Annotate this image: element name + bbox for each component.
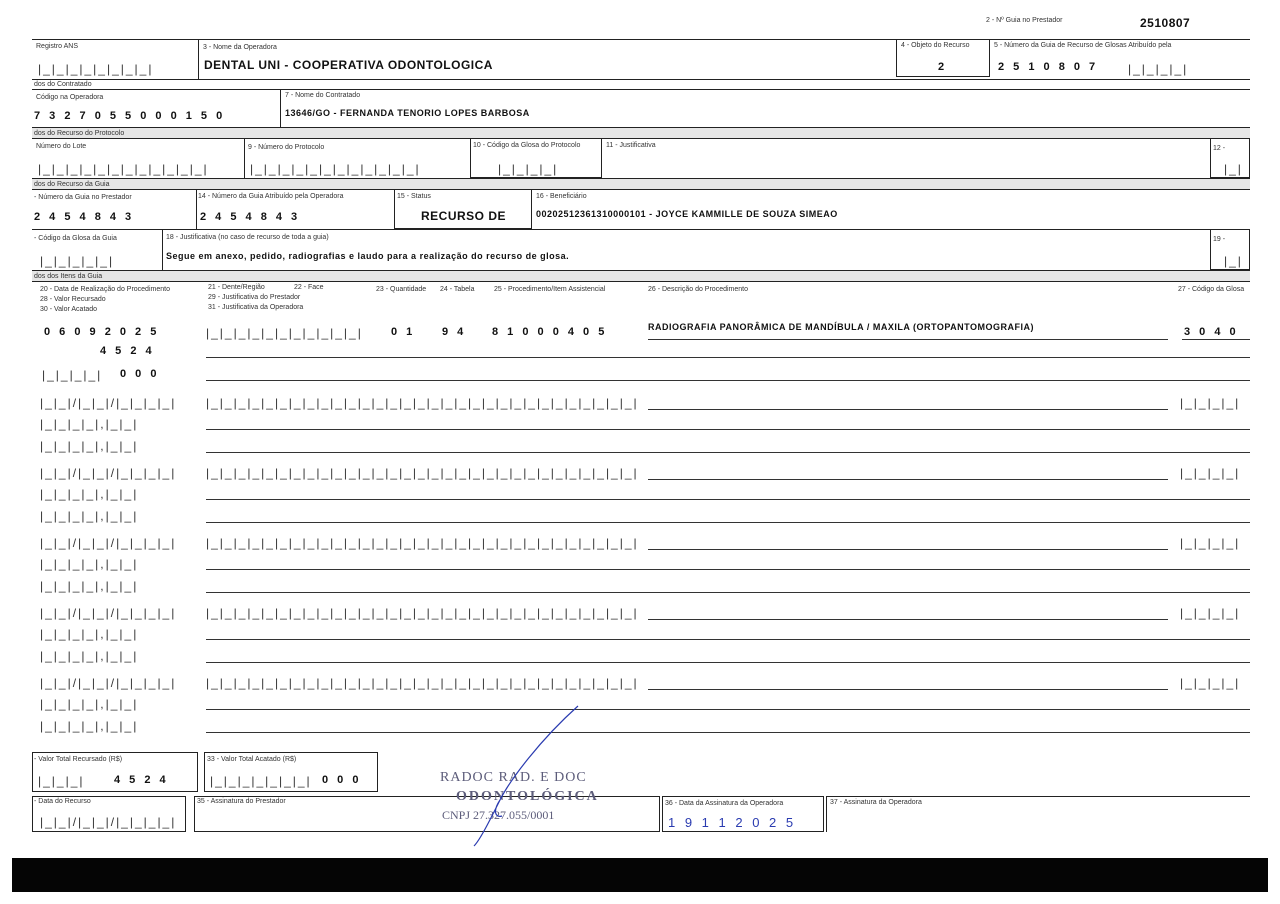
guia-section-label: dos do Recurso da Guia bbox=[34, 181, 110, 188]
nome-operadora-value: DENTAL UNI - COOPERATIVA ODONTOLOGICA bbox=[204, 58, 493, 72]
item1-procedimento: 8 1 0 0 0 4 0 5 bbox=[492, 326, 608, 338]
item1-tabela: 9 4 bbox=[442, 326, 467, 338]
field19-label: 19 - bbox=[1213, 236, 1226, 243]
item1-acatado-cells: |_|_|_|_| bbox=[42, 368, 103, 382]
field12-label: 12 - bbox=[1213, 145, 1226, 152]
nome-operadora-label: 3 - Nome da Operadora bbox=[203, 44, 277, 51]
justificativa-protocolo-label: 11 - Justificativa bbox=[606, 142, 656, 149]
lote-label: Número do Lote bbox=[36, 143, 87, 150]
codigo-operadora-label: Código na Operadora bbox=[36, 94, 104, 101]
col29-label: 29 - Justificativa do Prestador bbox=[208, 294, 301, 301]
col28-label: 28 - Valor Recursado bbox=[40, 296, 106, 303]
item1-valor-recursado: 4 5 2 4 bbox=[100, 345, 155, 357]
justificativa-guia-label: 18 - Justificativa (no caso de recurso de toda a guia) bbox=[166, 234, 329, 241]
field12-cells: |_| bbox=[1224, 162, 1243, 176]
data-assinatura-operadora-label: 36 - Data da Assinatura da Operadora bbox=[665, 800, 784, 807]
col23-label: 23 - Quantidade bbox=[376, 286, 427, 293]
item1-dente-cells: |_|_|_|_|_|_|_|_|_|_|_| bbox=[206, 326, 363, 340]
col25-label: 25 - Procedimento/Item Assistencial bbox=[494, 286, 606, 293]
total-recursado-value: 4 5 2 4 bbox=[114, 774, 169, 786]
col31-label: 31 - Justificativa da Operadora bbox=[208, 304, 304, 311]
bottom-black-band bbox=[12, 858, 1268, 892]
codigo-glosa-guia-label: - Código da Glosa da Guia bbox=[34, 235, 117, 242]
codigo-operadora-value: 7 3 2 7 0 5 5 0 0 0 1 5 0 bbox=[34, 110, 226, 122]
beneficiario-label: 16 - Beneficiário bbox=[536, 193, 587, 200]
col30-label: 30 - Valor Acatado bbox=[40, 306, 98, 313]
total-recursado-blank: |_|_|_| bbox=[38, 774, 85, 788]
signature-stroke bbox=[460, 700, 600, 850]
data-assinatura-operadora-value: 1 9 1 1 2 0 2 5 bbox=[668, 815, 797, 830]
lote-cells: |_|_|_|_|_|_|_|_|_|_|_|_| bbox=[38, 162, 209, 176]
item1-quantidade: 0 1 bbox=[391, 326, 416, 338]
status-label: 15 - Status bbox=[397, 193, 431, 200]
num-guia-prestador-value: 2 4 5 4 8 4 3 bbox=[34, 211, 135, 223]
objeto-recurso-value: 2 bbox=[938, 61, 945, 73]
assinatura-prestador-label: 35 - Assinatura do Prestador bbox=[197, 798, 286, 805]
nome-contratado-label: 7 - Nome do Contratado bbox=[285, 92, 361, 99]
numero-guia-recurso-value: 2 5 1 0 8 0 7 bbox=[998, 61, 1099, 73]
numero-guia-recurso-blank: |_|_|_|_| bbox=[1128, 62, 1189, 76]
num-guia-prestador-label: - Número da Guia no Prestador bbox=[34, 194, 132, 201]
col27-label: 27 - Código da Glosa bbox=[1178, 286, 1245, 293]
protocolo-cells: |_|_|_|_|_|_|_|_|_|_|_|_| bbox=[250, 162, 421, 176]
contratado-section-label: dos do Contratado bbox=[34, 81, 92, 88]
guia-prestador-label: 2 - Nº Guia no Prestador bbox=[986, 17, 1063, 24]
objeto-recurso-label: 4 - Objeto do Recurso bbox=[901, 42, 970, 49]
col20-label: 20 - Data de Realização do Procedimento bbox=[40, 286, 170, 293]
col24-label: 24 - Tabela bbox=[440, 286, 475, 293]
itens-section-label: dos dos Itens da Guia bbox=[34, 273, 103, 280]
item1-codigo-glosa: 3 0 4 0 bbox=[1184, 326, 1239, 338]
protocolo-section-label: dos do Recurso do Protocolo bbox=[34, 130, 125, 137]
numero-guia-recurso-label: 5 - Número da Guia de Recurso de Glosas Atribuído pela bbox=[994, 42, 1172, 49]
data-recurso-label: - Data do Recurso bbox=[34, 798, 91, 805]
guia-prestador-value: 2510807 bbox=[1140, 16, 1191, 30]
assinatura-operadora-label: 37 - Assinatura da Operadora bbox=[830, 799, 922, 806]
glosa-protocolo-label: 10 - Código da Glosa do Protocolo bbox=[473, 142, 581, 149]
status-value: RECURSO DE bbox=[421, 209, 507, 223]
beneficiario-value: 00202512361310000101 - JOYCE KAMMILLE DE SOUZA SIMEAO bbox=[536, 209, 838, 219]
item1-data: 0 6 0 9 2 0 2 5 bbox=[44, 326, 160, 338]
col26-label: 26 - Descrição do Procedimento bbox=[648, 286, 748, 293]
num-guia-operadora-label: 14 - Número da Guia Atribuído pela Operadora bbox=[198, 193, 344, 200]
registro-ans-cells: |_|_|_|_|_|_|_|_| bbox=[38, 62, 154, 76]
total-acatado-value: 0 0 0 bbox=[322, 774, 362, 786]
protocolo-label: 9 - Número do Protocolo bbox=[248, 144, 325, 151]
data-recurso-cells: |_|_|/|_|_|/|_|_|_|_| bbox=[40, 815, 177, 829]
stamp-line1: RADOC RAD. E DOC bbox=[440, 770, 587, 785]
stamp-line2: ODONTOLÓGICA bbox=[456, 789, 599, 804]
item1-descricao: RADIOGRAFIA PANORÂMICA DE MANDÍBULA / MAXILA (ORTOPANTOMOGRAFIA) bbox=[648, 322, 1034, 332]
num-guia-operadora-value: 2 4 5 4 8 4 3 bbox=[200, 211, 301, 223]
glosa-protocolo-cells: |_|_|_|_| bbox=[498, 162, 559, 176]
nome-contratado-value: 13646/GO - FERNANDA TENORIO LOPES BARBOSA bbox=[285, 108, 530, 118]
field19-cells: |_| bbox=[1224, 254, 1243, 268]
total-recursado-label: - Valor Total Recursado (R$) bbox=[34, 756, 123, 763]
item1-valor-acatado: 0 0 0 bbox=[120, 368, 160, 380]
justificativa-guia-value: Segue em anexo, pedido, radiografias e laudo para a realização do recurso de glosa. bbox=[166, 251, 570, 261]
stamp-line3: CNPJ 27.327.055/0001 bbox=[442, 808, 555, 822]
col22-label: 22 - Face bbox=[294, 284, 324, 291]
total-acatado-blank: |_|_|_|_|_|_|_| bbox=[210, 774, 312, 788]
codigo-glosa-guia-cells: |_|_|_|_|_| bbox=[40, 254, 115, 268]
registro-ans-label: Registro ANS bbox=[36, 43, 79, 50]
col21-label: 21 - Dente/Região bbox=[208, 284, 265, 291]
total-acatado-label: 33 - Valor Total Acatado (R$) bbox=[207, 756, 297, 763]
